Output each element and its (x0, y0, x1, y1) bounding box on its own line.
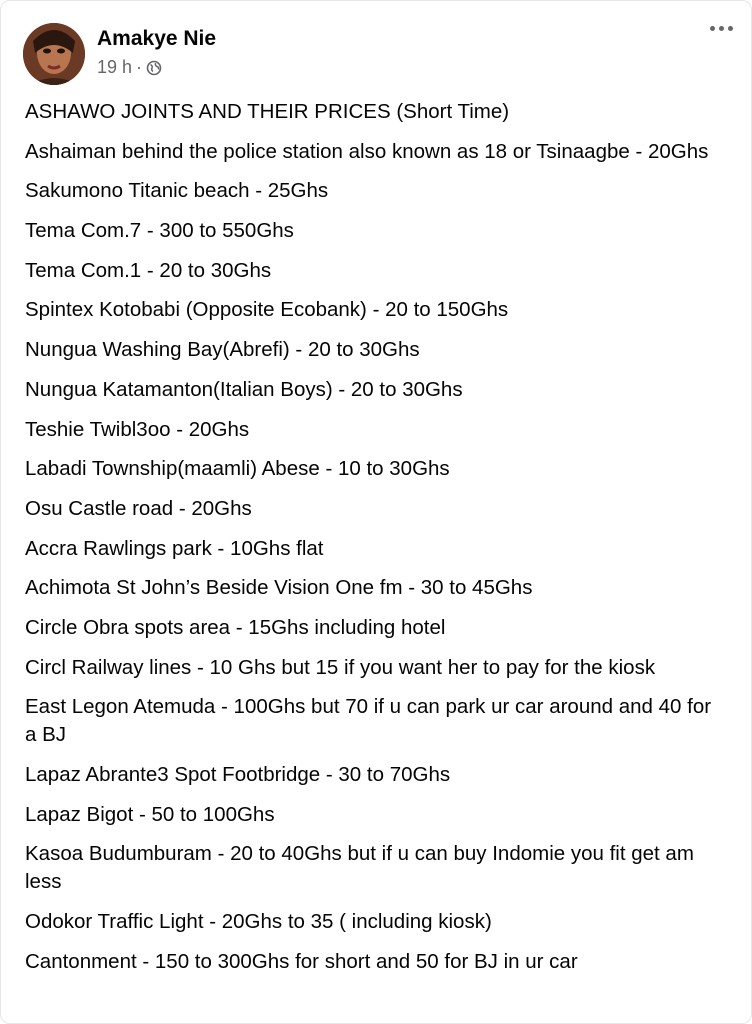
avatar-photo-icon (23, 23, 85, 85)
post-line: East Legon Atemuda - 100Ghs but 70 if u can park ur car around and 40 for a BJ (25, 695, 712, 747)
avatar[interactable] (23, 23, 85, 85)
post-line: Kasoa Budumburam - 20 to 40Ghs but if u can buy Indomie you fit get am less (25, 842, 694, 894)
post-line: Achimota St John’s Beside Vision One fm - 30 to 45Ghs (25, 576, 533, 600)
post-line: Odokor Traffic Light - 20Ghs to 35 ( including kiosk) (25, 910, 492, 934)
post-line: Teshie Twibl3oo - 20Ghs (25, 417, 250, 441)
post-line: ASHAWO JOINTS AND THEIR PRICES (Short Time) (25, 100, 510, 123)
post-line: Sakumono Titanic beach - 25Ghs (25, 179, 329, 203)
more-options-icon[interactable] (703, 13, 739, 43)
post-timestamp[interactable]: 19 h (97, 57, 133, 77)
post-meta (97, 57, 162, 78)
post-line: Accra Rawlings park - 10Ghs flat (25, 536, 324, 560)
post-line: Spintex Kotobabi (Opposite Ecobank) - 20 to 150Ghs (25, 298, 509, 322)
globe-icon[interactable] (146, 60, 162, 76)
post-line: Nungua Washing Bay(Abrefi) - 20 to 30Ghs (25, 338, 420, 362)
post-line: Ashaiman behind the police station also known as 18 or Tsinaagbe - 20Ghs (25, 139, 709, 163)
post-line: Labadi Township(maamli) Abese - 10 to 30Ghs (25, 457, 450, 481)
post-line: Nungua Katamanton(Italian Boys) - 20 to 30Ghs (25, 377, 463, 401)
meta-separator: · (136, 57, 143, 77)
post-line: Tema Com.7 - 300 to 550Ghs (25, 219, 294, 243)
author-name[interactable]: Amakye Nie (97, 27, 217, 50)
post-line: Lapaz Abrante3 Spot Footbridge - 30 to 70Ghs (25, 763, 451, 786)
post-line: Cantonment - 150 to 300Ghs for short and 50 for BJ in ur car (25, 949, 578, 973)
post-header (23, 23, 729, 85)
post-line: Osu Castle road - 20Ghs (25, 496, 252, 520)
post-line: Lapaz Bigot - 50 to 100Ghs (25, 802, 275, 826)
post-line: Tema Com.1 - 20 to 30Ghs (25, 258, 272, 282)
post-body (25, 98, 725, 987)
post-line: Circl Railway lines - 10 Ghs but 15 if you want her to pay for the kiosk (25, 655, 656, 679)
post-line: Circle Obra spots area - 15Ghs including hotel (25, 615, 446, 639)
